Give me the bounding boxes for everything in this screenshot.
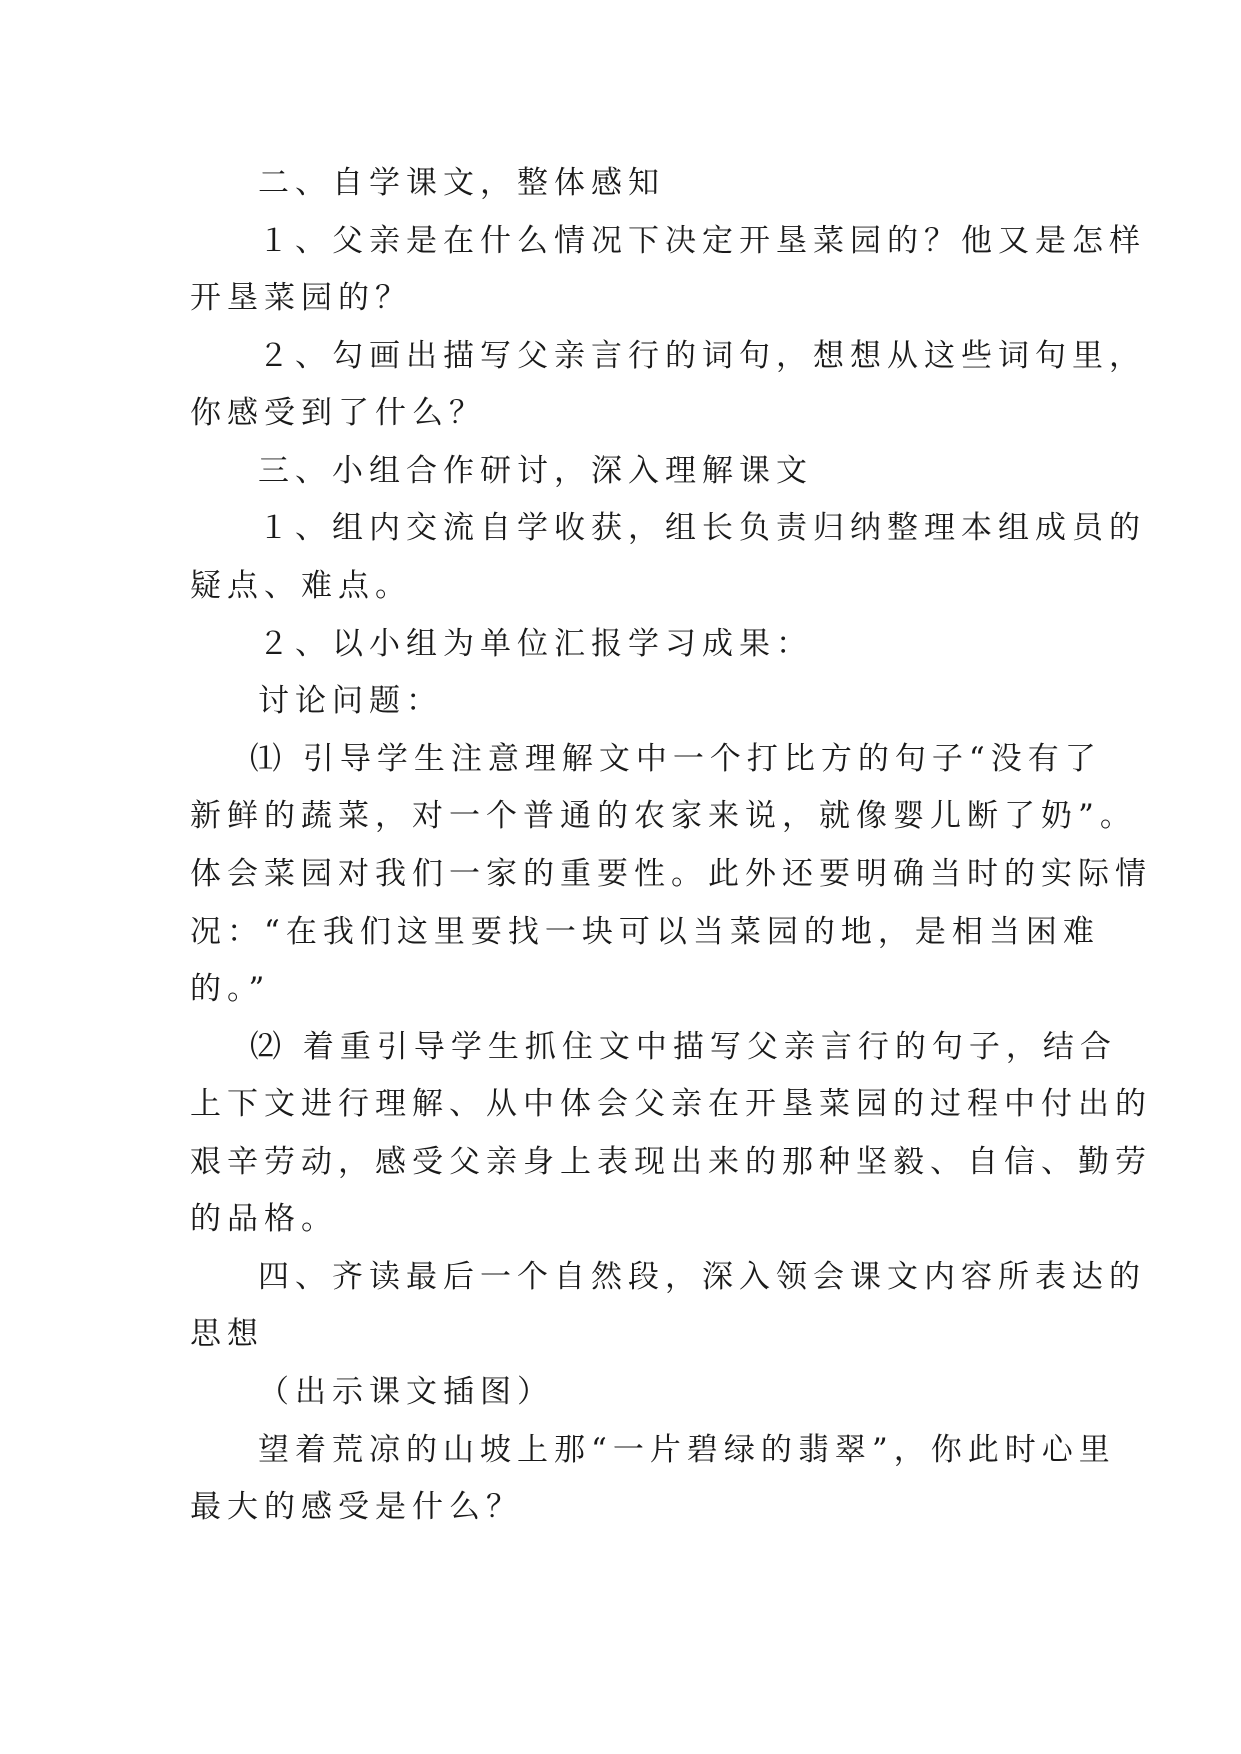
paragraph-line: 思想 bbox=[190, 1316, 264, 1352]
paragraph-line: ２、以小组为单位汇报学习成果： bbox=[258, 626, 813, 662]
paragraph-line: 体会菜园对我们一家的重要性。此外还要明确当时的实际情 bbox=[190, 856, 1152, 892]
section-heading-3: 三、小组合作研讨，深入理解课文 bbox=[258, 453, 813, 489]
paragraph-line: （出示课文插图） bbox=[258, 1374, 554, 1410]
paragraph-line: 最大的感受是什么？ bbox=[190, 1489, 523, 1525]
question-line: 你感受到了什么？ bbox=[190, 395, 486, 431]
question-line: 开垦菜园的？ bbox=[190, 280, 412, 316]
section-heading-4: 四、齐读最后一个自然段，深入领会课文内容所表达的 bbox=[258, 1259, 1146, 1295]
paragraph-line: １、组内交流自学收获，组长负责归纳整理本组成员的 bbox=[258, 510, 1146, 546]
section-heading-2: 二、自学课文，整体感知 bbox=[258, 165, 665, 201]
paragraph-line: ⑴ 引导学生注意理解文中一个打比方的句子“没有了 bbox=[250, 741, 1102, 777]
paragraph-line: 讨论问题： bbox=[258, 683, 443, 719]
paragraph-line: 望着荒凉的山坡上那“一片碧绿的翡翠”，你此时心里 bbox=[258, 1432, 1116, 1468]
paragraph-line: 新鲜的蔬菜，对一个普通的农家来说，就像婴儿断了奶”。 bbox=[190, 798, 1137, 834]
paragraph-line: 的。” bbox=[190, 971, 271, 1007]
paragraph-line: 况：“在我们这里要找一块可以当菜园的地，是相当困难 bbox=[190, 914, 1100, 950]
paragraph-line: 的品格。 bbox=[190, 1201, 338, 1237]
paragraph-line: 艰辛劳动，感受父亲身上表现出来的那种坚毅、自信、勤劳 bbox=[190, 1144, 1152, 1180]
paragraph-line: 上下文进行理解、从中体会父亲在开垦菜园的过程中付出的 bbox=[190, 1086, 1152, 1122]
paragraph-line: 疑点、难点。 bbox=[190, 568, 412, 604]
paragraph-line: ⑵ 着重引导学生抓住文中描写父亲言行的句子，结合 bbox=[250, 1029, 1117, 1065]
question-line: １、父亲是在什么情况下决定开垦菜园的？他又是怎样 bbox=[258, 223, 1146, 259]
question-line: ２、勾画出描写父亲言行的词句，想想从这些词句里， bbox=[258, 338, 1146, 374]
